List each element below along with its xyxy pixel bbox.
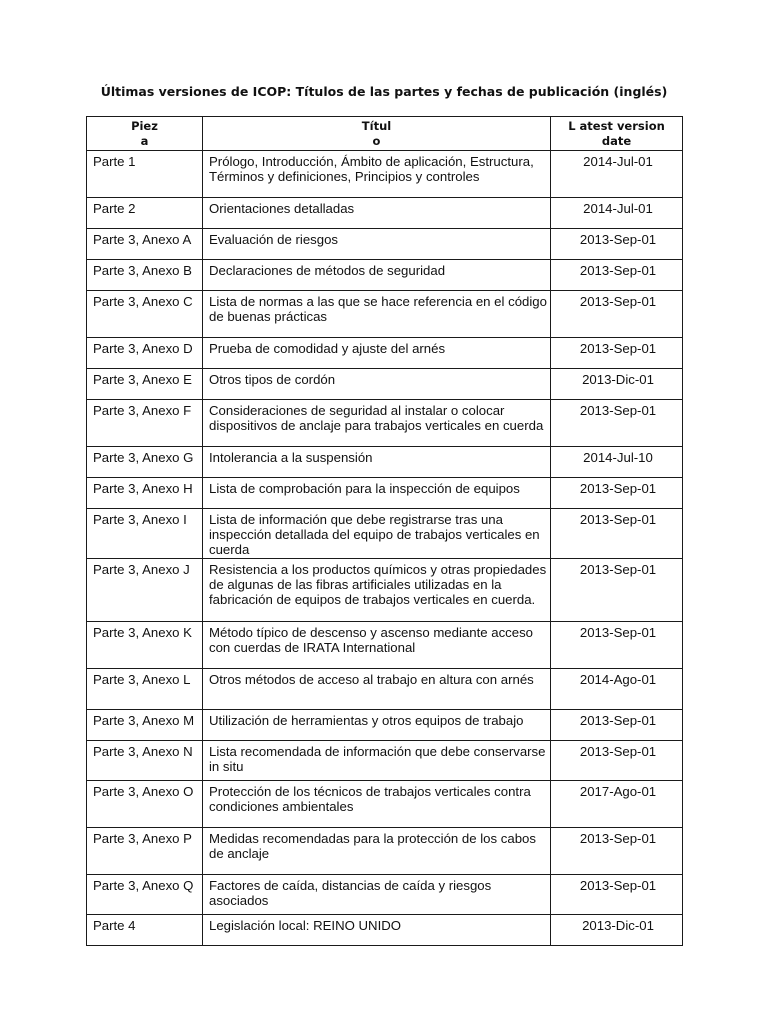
date-cell: 2013-Sep-01 bbox=[551, 260, 683, 291]
header-date-line-1: L atest version bbox=[568, 119, 665, 133]
table-row bbox=[87, 874, 683, 914]
part-cell: Parte 3, Anexo O bbox=[87, 780, 203, 827]
title-cell: Otros tipos de cordón bbox=[203, 369, 551, 400]
part-cell: Parte 3, Anexo P bbox=[87, 827, 203, 874]
header-piece-line-1: Piez bbox=[131, 119, 158, 133]
table-row bbox=[87, 229, 683, 260]
date-cell: 2013-Dic-01 bbox=[551, 914, 683, 945]
title-cell: Utilización de herramientas y otros equipos de trabajo bbox=[203, 709, 551, 740]
table-row bbox=[87, 151, 683, 198]
title-cell: Protección de los técnicos de trabajos verticales contra condiciones ambientales bbox=[203, 780, 551, 827]
date-cell: 2014-Jul-10 bbox=[551, 447, 683, 478]
table-row bbox=[87, 709, 683, 740]
title-cell: Orientaciones detalladas bbox=[203, 198, 551, 229]
title-cell: Legislación local: REINO UNIDO bbox=[203, 914, 551, 945]
part-cell: Parte 3, Anexo K bbox=[87, 621, 203, 668]
table-row bbox=[87, 338, 683, 369]
date-cell: 2013-Sep-01 bbox=[551, 291, 683, 338]
table-row bbox=[87, 668, 683, 709]
table-header-row bbox=[87, 117, 683, 151]
part-cell: Parte 4 bbox=[87, 914, 203, 945]
part-cell: Parte 3, Anexo J bbox=[87, 558, 203, 621]
date-cell: 2013-Sep-01 bbox=[551, 874, 683, 914]
title-cell: Intolerancia a la suspensión bbox=[203, 447, 551, 478]
date-cell: 2014-Ago-01 bbox=[551, 668, 683, 709]
table-row bbox=[87, 914, 683, 945]
part-cell: Parte 2 bbox=[87, 198, 203, 229]
date-cell: 2013-Sep-01 bbox=[551, 827, 683, 874]
date-cell: 2014-Jul-01 bbox=[551, 151, 683, 198]
date-cell: 2013-Sep-01 bbox=[551, 709, 683, 740]
page-title: Últimas versiones de ICOP: Títulos de las partes y fechas de publicación (inglés) bbox=[100, 84, 668, 99]
part-cell: Parte 3, Anexo C bbox=[87, 291, 203, 338]
table-row bbox=[87, 827, 683, 874]
date-cell: 2014-Jul-01 bbox=[551, 198, 683, 229]
table-row bbox=[87, 780, 683, 827]
part-cell: Parte 3, Anexo E bbox=[87, 369, 203, 400]
table-row bbox=[87, 509, 683, 559]
part-cell: Parte 3, Anexo A bbox=[87, 229, 203, 260]
title-cell: Lista de comprobación para la inspección de equipos bbox=[203, 478, 551, 509]
part-cell: Parte 3, Anexo L bbox=[87, 668, 203, 709]
title-cell: Lista de información que debe registrarse tras una inspección detallada del equipo de trabajos verticales en cuerda bbox=[203, 509, 551, 559]
table-row bbox=[87, 198, 683, 229]
date-cell: 2013-Sep-01 bbox=[551, 740, 683, 780]
part-cell: Parte 3, Anexo D bbox=[87, 338, 203, 369]
date-cell: 2017-Ago-01 bbox=[551, 780, 683, 827]
part-cell: Parte 3, Anexo N bbox=[87, 740, 203, 780]
title-cell: Otros métodos de acceso al trabajo en altura con arnés bbox=[203, 668, 551, 709]
part-cell: Parte 3, Anexo H bbox=[87, 478, 203, 509]
header-date-line-2: date bbox=[601, 133, 632, 148]
header-title-line-1: Títul bbox=[361, 119, 392, 133]
table-row bbox=[87, 291, 683, 338]
header-date bbox=[551, 117, 683, 151]
title-cell: Prólogo, Introducción, Ámbito de aplicación, Estructura, Términos y definiciones, Principios y controles bbox=[203, 151, 551, 198]
table-row bbox=[87, 478, 683, 509]
versions-table bbox=[86, 116, 683, 946]
table-row bbox=[87, 447, 683, 478]
table-row bbox=[87, 400, 683, 447]
table-row bbox=[87, 369, 683, 400]
date-cell: 2013-Dic-01 bbox=[551, 369, 683, 400]
title-cell: Lista recomendada de información que debe conservarse in situ bbox=[203, 740, 551, 780]
date-cell: 2013-Sep-01 bbox=[551, 509, 683, 559]
date-cell: 2013-Sep-01 bbox=[551, 478, 683, 509]
table-row bbox=[87, 740, 683, 780]
title-cell: Factores de caída, distancias de caída y riesgos asociados bbox=[203, 874, 551, 914]
part-cell: Parte 3, Anexo M bbox=[87, 709, 203, 740]
table-row bbox=[87, 621, 683, 668]
table-row bbox=[87, 558, 683, 621]
date-cell: 2013-Sep-01 bbox=[551, 229, 683, 260]
title-cell: Resistencia a los productos químicos y otras propiedades de algunas de las fibras artificiales utilizadas en la fabricación de equipos de trabajos verticales en cuerda. bbox=[203, 558, 551, 621]
title-cell: Declaraciones de métodos de seguridad bbox=[203, 260, 551, 291]
title-cell: Lista de normas a las que se hace referencia en el código de buenas prácticas bbox=[203, 291, 551, 338]
title-cell: Método típico de descenso y ascenso mediante acceso con cuerdas de IRATA International bbox=[203, 621, 551, 668]
title-cell: Evaluación de riesgos bbox=[203, 229, 551, 260]
header-title-line-2: o bbox=[372, 133, 381, 148]
date-cell: 2013-Sep-01 bbox=[551, 621, 683, 668]
date-cell: 2013-Sep-01 bbox=[551, 338, 683, 369]
part-cell: Parte 3, Anexo Q bbox=[87, 874, 203, 914]
title-cell: Prueba de comodidad y ajuste del arnés bbox=[203, 338, 551, 369]
header-piece bbox=[87, 117, 203, 151]
table-row bbox=[87, 260, 683, 291]
date-cell: 2013-Sep-01 bbox=[551, 400, 683, 447]
header-piece-line-2: a bbox=[140, 133, 149, 148]
part-cell: Parte 3, Anexo G bbox=[87, 447, 203, 478]
date-cell: 2013-Sep-01 bbox=[551, 558, 683, 621]
part-cell: Parte 1 bbox=[87, 151, 203, 198]
part-cell: Parte 3, Anexo F bbox=[87, 400, 203, 447]
header-title bbox=[203, 117, 551, 151]
part-cell: Parte 3, Anexo B bbox=[87, 260, 203, 291]
title-cell: Medidas recomendadas para la protección de los cabos de anclaje bbox=[203, 827, 551, 874]
title-cell: Consideraciones de seguridad al instalar o colocar dispositivos de anclaje para trabajos verticales en cuerda bbox=[203, 400, 551, 447]
part-cell: Parte 3, Anexo I bbox=[87, 509, 203, 559]
